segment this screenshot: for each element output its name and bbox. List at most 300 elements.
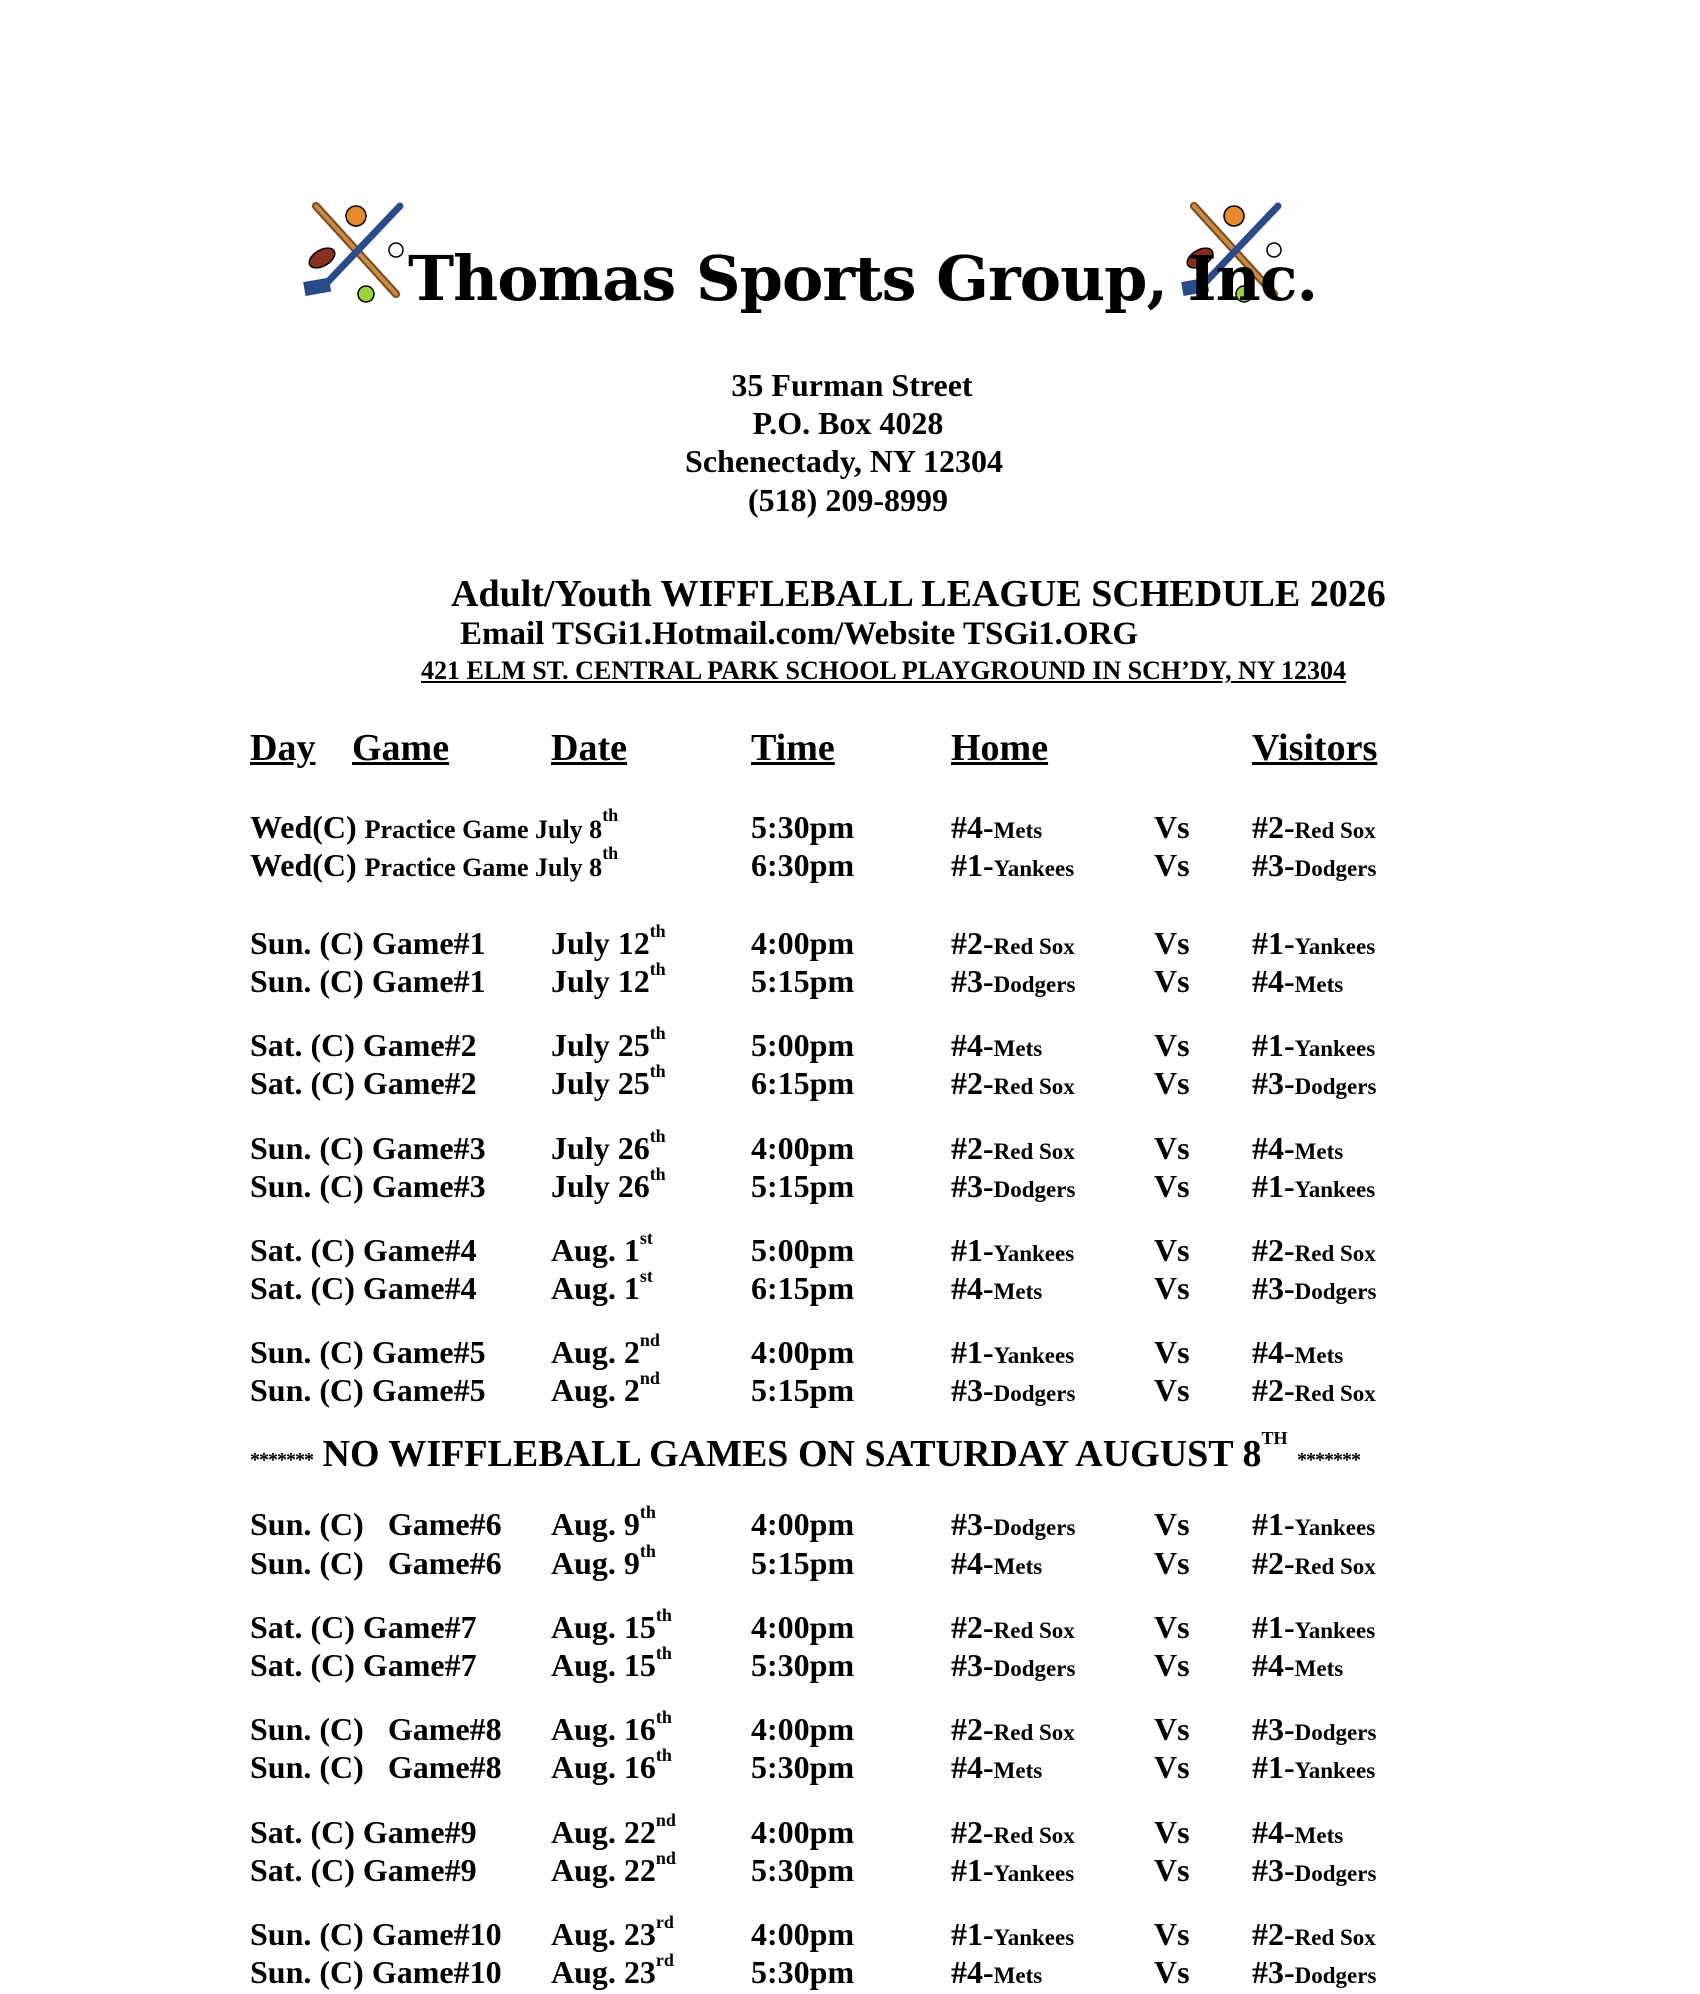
- visitor-cell: [1252, 963, 1343, 1000]
- time-cell: 5:15pm: [751, 963, 855, 999]
- date-suffix: rd: [655, 1912, 674, 1932]
- time-cell: 5:00pm: [751, 1232, 855, 1268]
- no-games-notice: [250, 1428, 1360, 1476]
- home-cell: [951, 1270, 1042, 1307]
- home-team: Mets: [993, 818, 1043, 843]
- time-cell: 5:15pm: [751, 1545, 855, 1581]
- day-game-cell: [250, 1711, 502, 1748]
- column-header-game: Game: [352, 727, 450, 769]
- visitor-number: #1-: [1252, 925, 1295, 961]
- home-number: #1-: [951, 847, 994, 883]
- home-cell: [951, 1711, 1075, 1748]
- home-number: #4-: [951, 1027, 994, 1063]
- address-city: Schenectady, NY 12304: [685, 443, 1003, 479]
- visitor-team: Mets: [1294, 1656, 1344, 1681]
- visitor-team: Red Sox: [1294, 1554, 1376, 1579]
- home-number: #2-: [951, 925, 994, 961]
- home-cell: [951, 1130, 1075, 1167]
- time-cell: 6:15pm: [751, 1065, 855, 1101]
- day-game-cell: [250, 1372, 486, 1409]
- date-suffix: th: [655, 1643, 672, 1663]
- date-text: Aug. 16: [551, 1711, 656, 1747]
- home-team: Mets: [993, 1758, 1043, 1783]
- home-team: Yankees: [993, 1343, 1075, 1368]
- date-cell: [551, 1502, 656, 1543]
- home-team: Mets: [993, 1036, 1043, 1061]
- day-game-text: Sat. (C) Game#4: [250, 1270, 477, 1306]
- home-team: Red Sox: [993, 1823, 1075, 1848]
- day-game-text: Sun. (C) Game#8: [250, 1711, 502, 1747]
- visitor-team: Red Sox: [1294, 1925, 1376, 1950]
- visitor-number: #4-: [1252, 1647, 1295, 1683]
- vs-label: Vs: [1154, 1168, 1190, 1204]
- table-row: [0, 1605, 1700, 1649]
- visitor-number: #4-: [1252, 1334, 1295, 1370]
- home-cell: [951, 963, 1075, 1000]
- visitor-team: Dodgers: [1294, 1861, 1377, 1886]
- date-suffix: th: [649, 921, 666, 941]
- table-row: [0, 1848, 1700, 1892]
- date-suffix: th: [649, 1164, 666, 1184]
- day-game-text: Sat. (C) Game#7: [250, 1647, 477, 1683]
- time-cell: 4:00pm: [751, 1609, 855, 1645]
- vs-label: Vs: [1154, 1852, 1190, 1888]
- practice-game-text: Practice Game July 8: [364, 853, 603, 882]
- visitor-cell: [1252, 1609, 1375, 1646]
- vs-label: Vs: [1154, 847, 1190, 883]
- time-cell: 4:00pm: [751, 1814, 855, 1850]
- visitor-cell: [1252, 1270, 1376, 1307]
- vs-label: Vs: [1154, 1545, 1190, 1581]
- date-text: July 12: [551, 963, 650, 999]
- home-team: Yankees: [993, 856, 1075, 881]
- day-game-text: Sat. (C) Game#7: [250, 1609, 477, 1645]
- date-text: Aug. 1: [551, 1232, 640, 1268]
- date-cell: [551, 1605, 672, 1646]
- table-row: [0, 1023, 1700, 1067]
- date-text: Aug. 22: [551, 1814, 656, 1850]
- home-cell: [951, 1954, 1042, 1991]
- visitor-cell: [1252, 1647, 1343, 1684]
- visitor-cell: [1252, 1749, 1375, 1786]
- date-cell: [551, 1330, 660, 1371]
- date-suffix: th: [602, 843, 619, 863]
- date-cell: [551, 959, 666, 1000]
- day-game-text: Sat. (C) Game#4: [250, 1232, 477, 1268]
- visitor-number: #2-: [1252, 1916, 1295, 1952]
- date-suffix: nd: [655, 1810, 676, 1830]
- vs-label: Vs: [1154, 1916, 1190, 1952]
- home-number: #2-: [951, 1130, 994, 1166]
- date-suffix: nd: [639, 1330, 660, 1350]
- date-cell: [551, 1707, 672, 1748]
- date-text: Aug. 1: [551, 1270, 640, 1306]
- visitor-team: Yankees: [1294, 1177, 1376, 1202]
- day-game-cell: [250, 1954, 502, 1991]
- visitor-number: #1-: [1252, 1506, 1295, 1542]
- day-game-cell: [250, 1130, 486, 1167]
- table-row: [0, 1330, 1700, 1374]
- home-number: #1-: [951, 1334, 994, 1370]
- visitor-cell: [1252, 1545, 1376, 1582]
- home-team: Red Sox: [993, 1139, 1075, 1164]
- notice-stars-left: *******: [250, 1449, 313, 1471]
- home-number: #4-: [951, 809, 994, 845]
- time-cell: 4:00pm: [751, 925, 855, 961]
- day-game-text: Sun. (C) Game#3: [250, 1168, 486, 1204]
- vs-label: Vs: [1154, 1749, 1190, 1785]
- visitor-number: #4-: [1252, 963, 1295, 999]
- visitor-team: Dodgers: [1294, 1720, 1377, 1745]
- visitor-team: Dodgers: [1294, 1279, 1377, 1304]
- home-number: #4-: [951, 1270, 994, 1306]
- date-suffix: th: [602, 805, 619, 825]
- day-game-text: Sat. (C) Game#9: [250, 1814, 477, 1850]
- home-team: Dodgers: [993, 972, 1076, 997]
- day-game-cell: [250, 843, 619, 884]
- visitor-cell: [1252, 1814, 1343, 1851]
- day-game-text: Sun. (C) Game#5: [250, 1334, 486, 1370]
- home-team: Yankees: [993, 1241, 1075, 1266]
- time-cell: 6:30pm: [751, 847, 855, 883]
- home-cell: [951, 1647, 1075, 1684]
- date-suffix: st: [639, 1266, 653, 1286]
- home-cell: [951, 1372, 1075, 1409]
- home-number: #3-: [951, 1506, 994, 1542]
- home-number: #1-: [951, 1232, 994, 1268]
- time-cell: 4:00pm: [751, 1916, 855, 1952]
- day-game-cell: [250, 1065, 477, 1102]
- visitor-cell: [1252, 925, 1375, 962]
- date-suffix: th: [649, 959, 666, 979]
- date-text: July 26: [551, 1168, 650, 1204]
- vs-label: Vs: [1154, 1232, 1190, 1268]
- visitor-team: Mets: [1294, 1823, 1344, 1848]
- home-number: #4-: [951, 1545, 994, 1581]
- time-cell: 4:00pm: [751, 1711, 855, 1747]
- time-cell: 5:30pm: [751, 1954, 855, 1990]
- notice-text: NO WIFFLEBALL GAMES ON SATURDAY AUGUST 8: [322, 1433, 1262, 1475]
- time-cell: 5:30pm: [751, 1647, 855, 1683]
- table-row: [0, 1061, 1700, 1105]
- table-row: [0, 1126, 1700, 1170]
- visitor-number: #1-: [1252, 1027, 1295, 1063]
- home-cell: [951, 1232, 1074, 1269]
- time-cell: 4:00pm: [751, 1506, 855, 1542]
- visitor-team: Yankees: [1294, 1618, 1376, 1643]
- visitor-team: Mets: [1294, 1139, 1344, 1164]
- day-game-cell: [250, 1545, 502, 1582]
- vs-label: Vs: [1154, 1814, 1190, 1850]
- visitor-number: #1-: [1252, 1168, 1295, 1204]
- time-cell: 5:15pm: [751, 1168, 855, 1204]
- practice-game-text: Practice Game July 8: [364, 815, 603, 844]
- home-cell: [951, 1065, 1075, 1102]
- day-game-cell: [250, 1270, 477, 1307]
- day-game-cell: [250, 1814, 477, 1851]
- visitor-number: #2-: [1252, 1372, 1295, 1408]
- visitor-number: #3-: [1252, 1711, 1295, 1747]
- visitor-team: Mets: [1294, 1343, 1344, 1368]
- home-team: Yankees: [993, 1925, 1075, 1950]
- date-text: Aug. 22: [551, 1852, 656, 1888]
- day-game-cell: [250, 963, 486, 1000]
- day-game-cell: [250, 1609, 477, 1646]
- visitor-cell: [1252, 1130, 1343, 1167]
- home-cell: [951, 1027, 1042, 1064]
- visitor-team: Dodgers: [1294, 1963, 1377, 1988]
- table-row: [0, 959, 1700, 1003]
- visitor-cell: [1252, 847, 1376, 884]
- date-suffix: th: [649, 1126, 666, 1146]
- visitor-number: #3-: [1252, 1852, 1295, 1888]
- visitor-cell: [1252, 1852, 1376, 1889]
- home-cell: [951, 1916, 1074, 1953]
- date-suffix: st: [639, 1228, 653, 1248]
- home-number: #2-: [951, 1609, 994, 1645]
- date-cell: [551, 1126, 666, 1167]
- date-suffix: nd: [655, 1848, 676, 1868]
- date-suffix: th: [655, 1707, 672, 1727]
- date-cell: [551, 1745, 672, 1786]
- date-cell: [551, 1023, 666, 1064]
- visitor-number: #3-: [1252, 1065, 1295, 1101]
- table-row: [0, 843, 1700, 887]
- home-team: Red Sox: [993, 934, 1075, 959]
- home-cell: [951, 1506, 1075, 1543]
- visitor-cell: [1252, 1334, 1343, 1371]
- date-text: July 26: [551, 1130, 650, 1166]
- date-text: July 25: [551, 1027, 650, 1063]
- time-cell: 4:00pm: [751, 1130, 855, 1166]
- date-cell: [551, 1266, 653, 1307]
- visitor-number: #4-: [1252, 1814, 1295, 1850]
- table-row: [0, 1912, 1700, 1956]
- vs-label: Vs: [1154, 1334, 1190, 1370]
- visitor-cell: [1252, 1954, 1376, 1991]
- day-game-cell: [250, 1168, 486, 1205]
- visitor-team: Yankees: [1294, 934, 1376, 959]
- home-number: #1-: [951, 1852, 994, 1888]
- vs-label: Vs: [1154, 925, 1190, 961]
- visitor-cell: [1252, 1372, 1376, 1409]
- address-phone: (518) 209-8999: [748, 482, 948, 518]
- date-cell: [551, 1810, 676, 1851]
- day-game-text: Sun. (C) Game#1: [250, 925, 486, 961]
- home-number: #2-: [951, 1711, 994, 1747]
- date-text: Aug. 15: [551, 1609, 656, 1645]
- date-cell: [551, 1912, 674, 1953]
- home-number: #2-: [951, 1065, 994, 1101]
- day-game-cell: [250, 1852, 477, 1889]
- visitor-cell: [1252, 1506, 1375, 1543]
- date-text: Aug. 9: [551, 1545, 640, 1581]
- home-number: #3-: [951, 963, 994, 999]
- date-suffix: rd: [655, 1950, 674, 1970]
- home-cell: [951, 925, 1075, 962]
- vs-label: Vs: [1154, 1372, 1190, 1408]
- home-cell: [951, 809, 1042, 846]
- table-row: [0, 1228, 1700, 1272]
- date-text: Aug. 2: [551, 1334, 640, 1370]
- table-row: [0, 1810, 1700, 1854]
- home-number: #3-: [951, 1647, 994, 1683]
- visitor-number: #3-: [1252, 1270, 1295, 1306]
- table-row: [0, 1266, 1700, 1310]
- column-header-day: Day: [250, 727, 316, 769]
- home-number: #1-: [951, 1916, 994, 1952]
- day-game-text: Sun. (C) Game#3: [250, 1130, 486, 1166]
- visitor-cell: [1252, 1168, 1375, 1205]
- day-game-cell: [250, 925, 486, 962]
- home-number: #3-: [951, 1372, 994, 1408]
- visitor-team: Red Sox: [1294, 1381, 1376, 1406]
- vs-label: Vs: [1154, 1065, 1190, 1101]
- day-game-text: Sun. (C) Game#10: [250, 1954, 502, 1990]
- day-game-text: Sat. (C) Game#2: [250, 1065, 477, 1101]
- notice-suffix: TH: [1261, 1428, 1288, 1448]
- home-team: Red Sox: [993, 1074, 1075, 1099]
- date-suffix: th: [649, 1023, 666, 1043]
- table-row: [0, 1950, 1700, 1994]
- vs-label: Vs: [1154, 1609, 1190, 1645]
- day-game-cell: [250, 1647, 477, 1684]
- date-cell: [551, 1368, 660, 1409]
- day-game-text: Sun. (C) Game#8: [250, 1749, 502, 1785]
- time-cell: 5:30pm: [751, 1852, 855, 1888]
- date-suffix: th: [655, 1605, 672, 1625]
- crossed-bats-sports-balls-icon: [300, 198, 408, 306]
- day-game-text: Sat. (C) Game#9: [250, 1852, 477, 1888]
- day-game-text: Sun. (C) Game#6: [250, 1506, 502, 1542]
- day-game-cell: [250, 1506, 502, 1543]
- time-cell: 5:00pm: [751, 1027, 855, 1063]
- contact-line: Email TSGi1.Hotmail.com/Website TSGi1.ORG: [460, 616, 1139, 652]
- visitor-cell: [1252, 1065, 1376, 1102]
- address-po-box: P.O. Box 4028: [752, 405, 944, 441]
- visitor-number: #2-: [1252, 809, 1295, 845]
- location-line: 421 ELM ST. CENTRAL PARK SCHOOL PLAYGROUND IN SCH’DY, NY 12304: [421, 656, 1347, 685]
- notice-stars-right: *******: [1296, 1449, 1360, 1471]
- visitor-cell: [1252, 1027, 1375, 1064]
- date-text: Aug. 15: [551, 1647, 656, 1683]
- home-cell: [951, 1609, 1075, 1646]
- address-street: 35 Furman Street: [731, 367, 973, 403]
- visitor-team: Dodgers: [1294, 1074, 1377, 1099]
- home-cell: [951, 847, 1074, 884]
- visitor-number: #1-: [1252, 1749, 1295, 1785]
- visitor-team: Yankees: [1294, 1036, 1376, 1061]
- date-cell: [551, 1061, 666, 1102]
- day-game-cell: [250, 1916, 502, 1953]
- column-header-visitors: Visitors: [1252, 727, 1378, 769]
- vs-label: Vs: [1154, 809, 1190, 845]
- home-team: Mets: [993, 1554, 1043, 1579]
- day-game-cell: [250, 1749, 502, 1786]
- home-team: Red Sox: [993, 1618, 1075, 1643]
- day-game-text: Sun. (C) Game#5: [250, 1372, 486, 1408]
- home-team: Dodgers: [993, 1515, 1076, 1540]
- table-row: [0, 1368, 1700, 1412]
- table-row: [0, 1643, 1700, 1687]
- date-text: Aug. 16: [551, 1749, 656, 1785]
- column-header-date: Date: [551, 727, 627, 769]
- date-text: Aug. 2: [551, 1372, 640, 1408]
- visitor-team: Yankees: [1294, 1758, 1376, 1783]
- day-game-cell: [250, 1027, 477, 1064]
- day-game-cell: [250, 1334, 486, 1371]
- day-game-text: Wed(C): [250, 847, 365, 883]
- date-suffix: nd: [639, 1368, 660, 1388]
- column-header-home: Home: [951, 727, 1049, 769]
- date-suffix: th: [639, 1502, 656, 1522]
- table-row: [0, 1502, 1700, 1546]
- time-cell: 6:15pm: [751, 1270, 855, 1306]
- date-suffix: th: [655, 1745, 672, 1765]
- visitor-number: #3-: [1252, 847, 1295, 883]
- day-game-cell: [250, 805, 619, 846]
- home-team: Dodgers: [993, 1656, 1076, 1681]
- visitor-team: Dodgers: [1294, 856, 1377, 881]
- vs-label: Vs: [1154, 1954, 1190, 1990]
- table-row: [0, 921, 1700, 965]
- column-header-time: Time: [751, 727, 835, 769]
- time-cell: 4:00pm: [751, 1334, 855, 1370]
- day-game-text: Sun. (C) Game#10: [250, 1916, 502, 1952]
- visitor-team: Red Sox: [1294, 1241, 1376, 1266]
- vs-label: Vs: [1154, 1506, 1190, 1542]
- home-cell: [951, 1545, 1042, 1582]
- table-row: [0, 1707, 1700, 1751]
- visitor-cell: [1252, 1232, 1376, 1269]
- table-row: [0, 1745, 1700, 1789]
- visitor-number: #2-: [1252, 1232, 1295, 1268]
- date-suffix: th: [639, 1541, 656, 1561]
- visitor-number: #4-: [1252, 1130, 1295, 1166]
- date-text: July 12: [551, 925, 650, 961]
- visitor-team: Yankees: [1294, 1515, 1376, 1540]
- home-team: Red Sox: [993, 1720, 1075, 1745]
- vs-label: Vs: [1154, 1130, 1190, 1166]
- visitor-number: #1-: [1252, 1609, 1295, 1645]
- date-cell: [551, 1643, 672, 1684]
- home-cell: [951, 1852, 1074, 1889]
- home-team: Dodgers: [993, 1381, 1076, 1406]
- home-cell: [951, 1749, 1042, 1786]
- table-row: [0, 1164, 1700, 1208]
- date-cell: [551, 1228, 653, 1269]
- date-cell: [551, 1164, 666, 1205]
- home-team: Dodgers: [993, 1177, 1076, 1202]
- day-game-text: Sun. (C) Game#6: [250, 1545, 502, 1581]
- date-text: Aug. 23: [551, 1954, 656, 1990]
- vs-label: Vs: [1154, 1270, 1190, 1306]
- home-team: Yankees: [993, 1861, 1075, 1886]
- day-game-cell: [250, 1232, 477, 1269]
- vs-label: Vs: [1154, 963, 1190, 999]
- date-text: July 25: [551, 1065, 650, 1101]
- table-row: [0, 1541, 1700, 1585]
- visitor-cell: [1252, 809, 1376, 846]
- home-number: #2-: [951, 1814, 994, 1850]
- visitor-cell: [1252, 1916, 1376, 1953]
- home-cell: [951, 1814, 1075, 1851]
- date-text: Aug. 23: [551, 1916, 656, 1952]
- home-number: #3-: [951, 1168, 994, 1204]
- vs-label: Vs: [1154, 1027, 1190, 1063]
- time-cell: 5:15pm: [751, 1372, 855, 1408]
- date-text: Aug. 9: [551, 1506, 640, 1542]
